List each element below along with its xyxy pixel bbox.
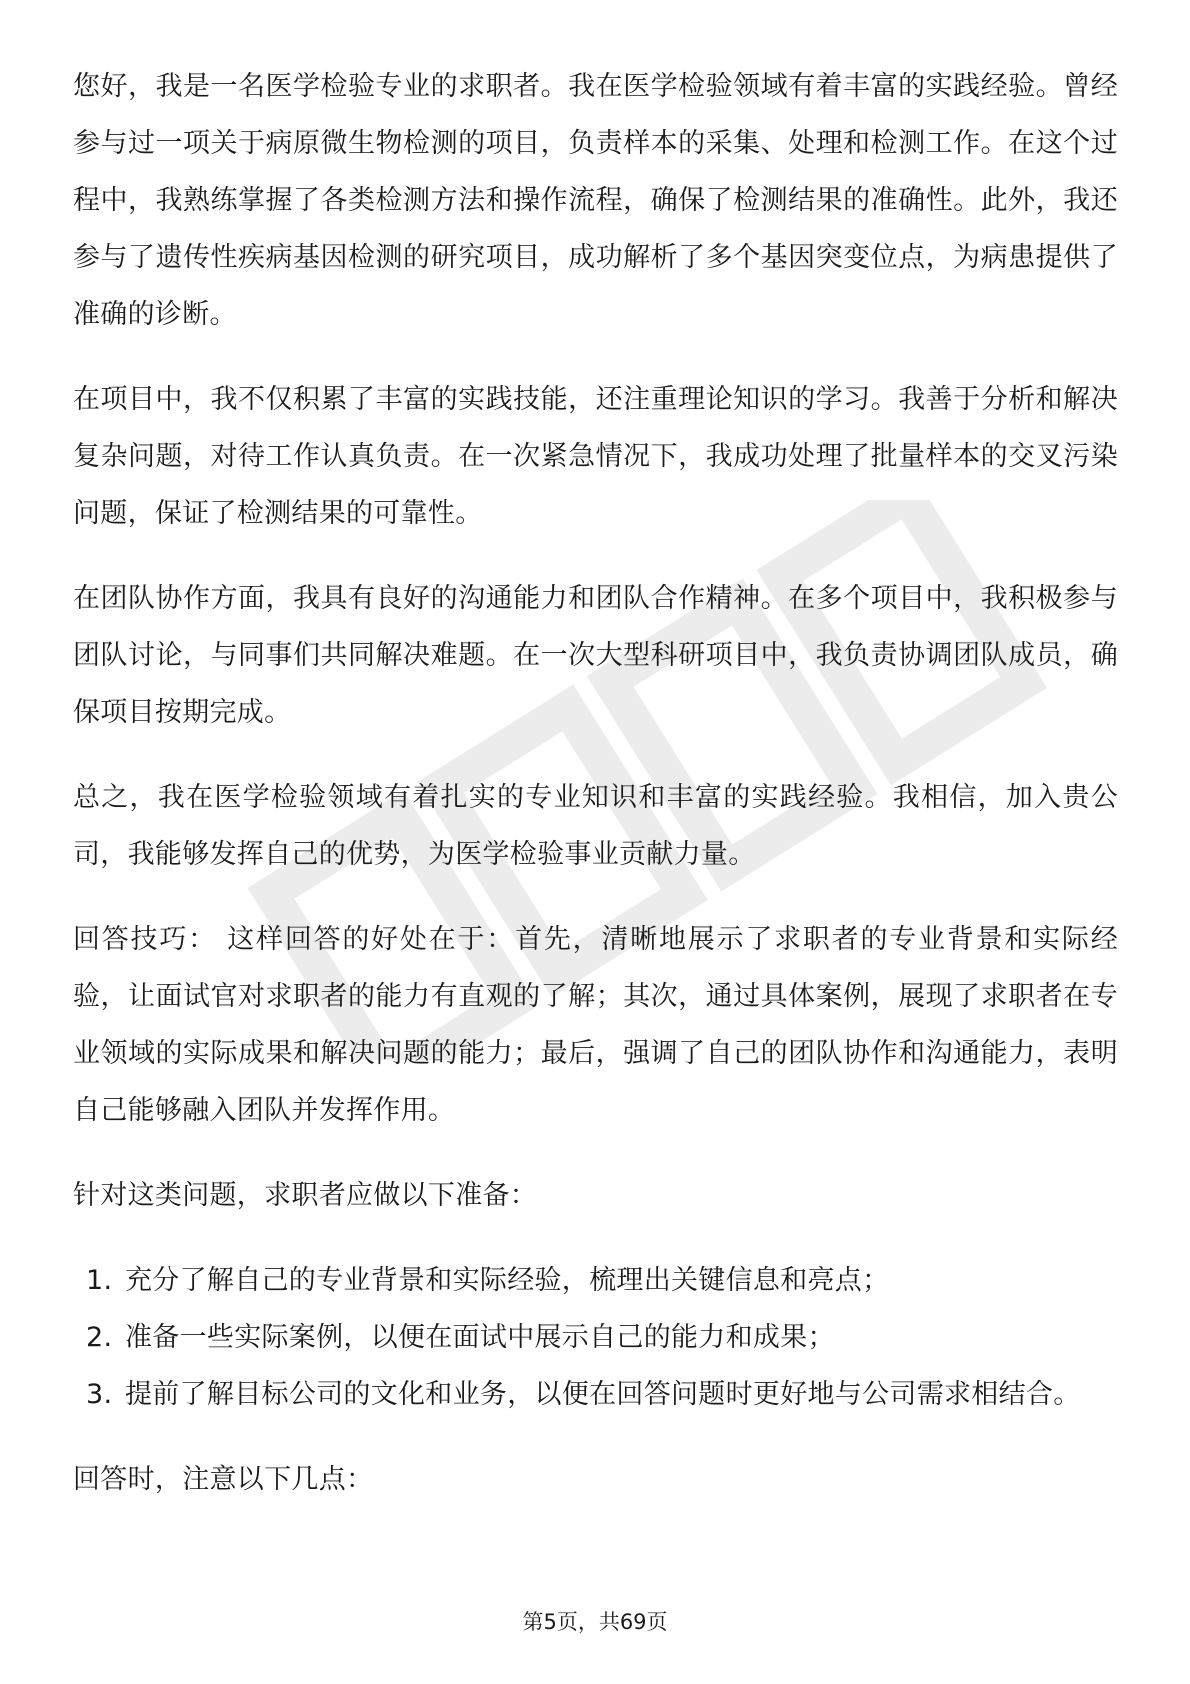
paragraph-closing: 回答时，注意以下几点： xyxy=(73,1464,374,1495)
paragraph-intro: 您好，我是一名医学检验专业的求职者。我在医学检验领域有着丰富的实践经验。曾经参与过一项关于病原微生物检测的项目，负责样本的采集、处理和检测工作。在这个过程中，我熟练掌握了各类检测方法和操作流程，确保了检测结果的准确性。此外，我还参与了遗传性疾病基因检测的研究项目，成功解析了多个基因突变位点，为病患提供了准确的诊断。 xyxy=(73,71,1118,330)
list-item-text: 准备一些实际案例，以便在面试中展示自己的能力和成果； xyxy=(125,1322,835,1353)
list-item-number: 1. xyxy=(86,1265,113,1296)
list-item xyxy=(73,1366,1118,1423)
list-item-text: 提前了解目标公司的文化和业务，以便在回答问题时更好地与公司需求相结合。 xyxy=(125,1379,1081,1410)
document-body xyxy=(73,58,1118,1536)
list-item-number: 3. xyxy=(86,1379,113,1410)
list-item xyxy=(73,1309,1118,1366)
paragraph-summary: 总之，我在医学检验领域有着扎实的专业知识和丰富的实践经验。我相信，加入贵公司，我能够发挥自己的优势，为医学检验事业贡献力量。 xyxy=(73,782,1118,870)
page-number-footer: 第5页，共69页 xyxy=(522,1610,668,1634)
list-item xyxy=(73,1252,1118,1309)
paragraph-answer-tips: 回答技巧： 这样回答的好处在于：首先，清晰地展示了求职者的专业背景和实际经验，让面试官对求职者的能力有直观的了解；其次，通过具体案例，展现了求职者在专业领域的实际成果和解决问题的能力；最后，强调了自己的团队协作和沟通能力，表明自己能够融入团队并发挥作用。 xyxy=(73,924,1118,1126)
paragraph-teamwork: 在团队协作方面，我具有良好的沟通能力和团队合作精神。在多个项目中，我积极参与团队讨论，与同事们共同解决难题。在一次大型科研项目中，我负责协调团队成员，确保项目按期完成。 xyxy=(73,583,1118,728)
preparation-list xyxy=(73,1252,1118,1423)
paragraph-preparation-intro: 针对这类问题，求职者应做以下准备： xyxy=(73,1180,538,1211)
list-item-text: 充分了解自己的专业背景和实际经验，梳理出关键信息和亮点； xyxy=(125,1265,890,1296)
list-item-number: 2. xyxy=(86,1322,113,1353)
paragraph-project-skills: 在项目中，我不仅积累了丰富的实践技能，还注重理论知识的学习。我善于分析和解决复杂问题，对待工作认真负责。在一次紧急情况下，我成功处理了批量样本的交叉污染问题，保证了检测结果的可靠性。 xyxy=(73,384,1118,529)
